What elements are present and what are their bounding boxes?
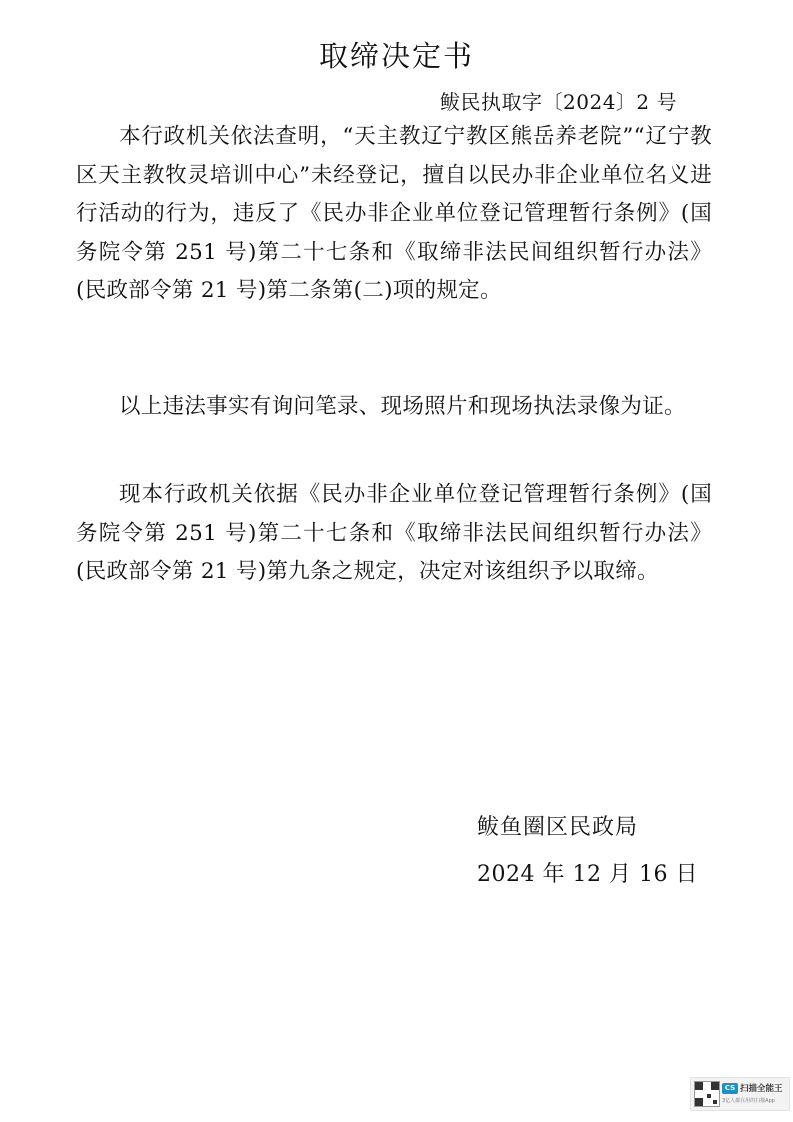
scanner-watermark: [690, 1077, 790, 1111]
signature-organization: 鲅鱼圈区民政局: [477, 815, 639, 840]
paragraph-text: 本行政机关依法查明，“天主教辽宁教区熊岳养老院”“辽宁教区天主教牧灵培训中心”未经登记，擅自以民办非企业单位名义进行活动的行为，违反了《民办非企业单位登记管理暂行条例》(国务院令第 251 号)第二十七条和《取缔非法民间组织暂行办法》(民政部令第 21 号)第二条第(二)项的规定。: [76, 124, 712, 303]
document-number: 鲅民执取字〔2024〕2 号: [440, 90, 677, 114]
paragraph-text: 现本行政机关依据《民办非企业单位登记管理暂行条例》(国务院令第 251 号)第二十七条和《取缔非法民间组织暂行办法》(民政部令第 21 号)第九条之规定，决定对该组织予以取缔。: [76, 482, 712, 584]
body-paragraph-3: [76, 476, 712, 592]
body-paragraph-2: [76, 388, 712, 427]
watermark-app-name: 扫描全能王: [740, 1084, 783, 1094]
cs-logo-icon: CS: [722, 1083, 738, 1094]
qr-code-icon: [694, 1081, 720, 1107]
watermark-tagline: 3亿人都在用的扫描App: [722, 1098, 775, 1104]
body-paragraph-1: [76, 118, 712, 311]
document-title: 取缔决定书: [318, 39, 474, 73]
paragraph-text: 以上违法事实有询问笔录、现场照片和现场执法录像为证。: [119, 394, 686, 419]
signature-date: 2024 年 12 月 16 日: [477, 862, 698, 887]
